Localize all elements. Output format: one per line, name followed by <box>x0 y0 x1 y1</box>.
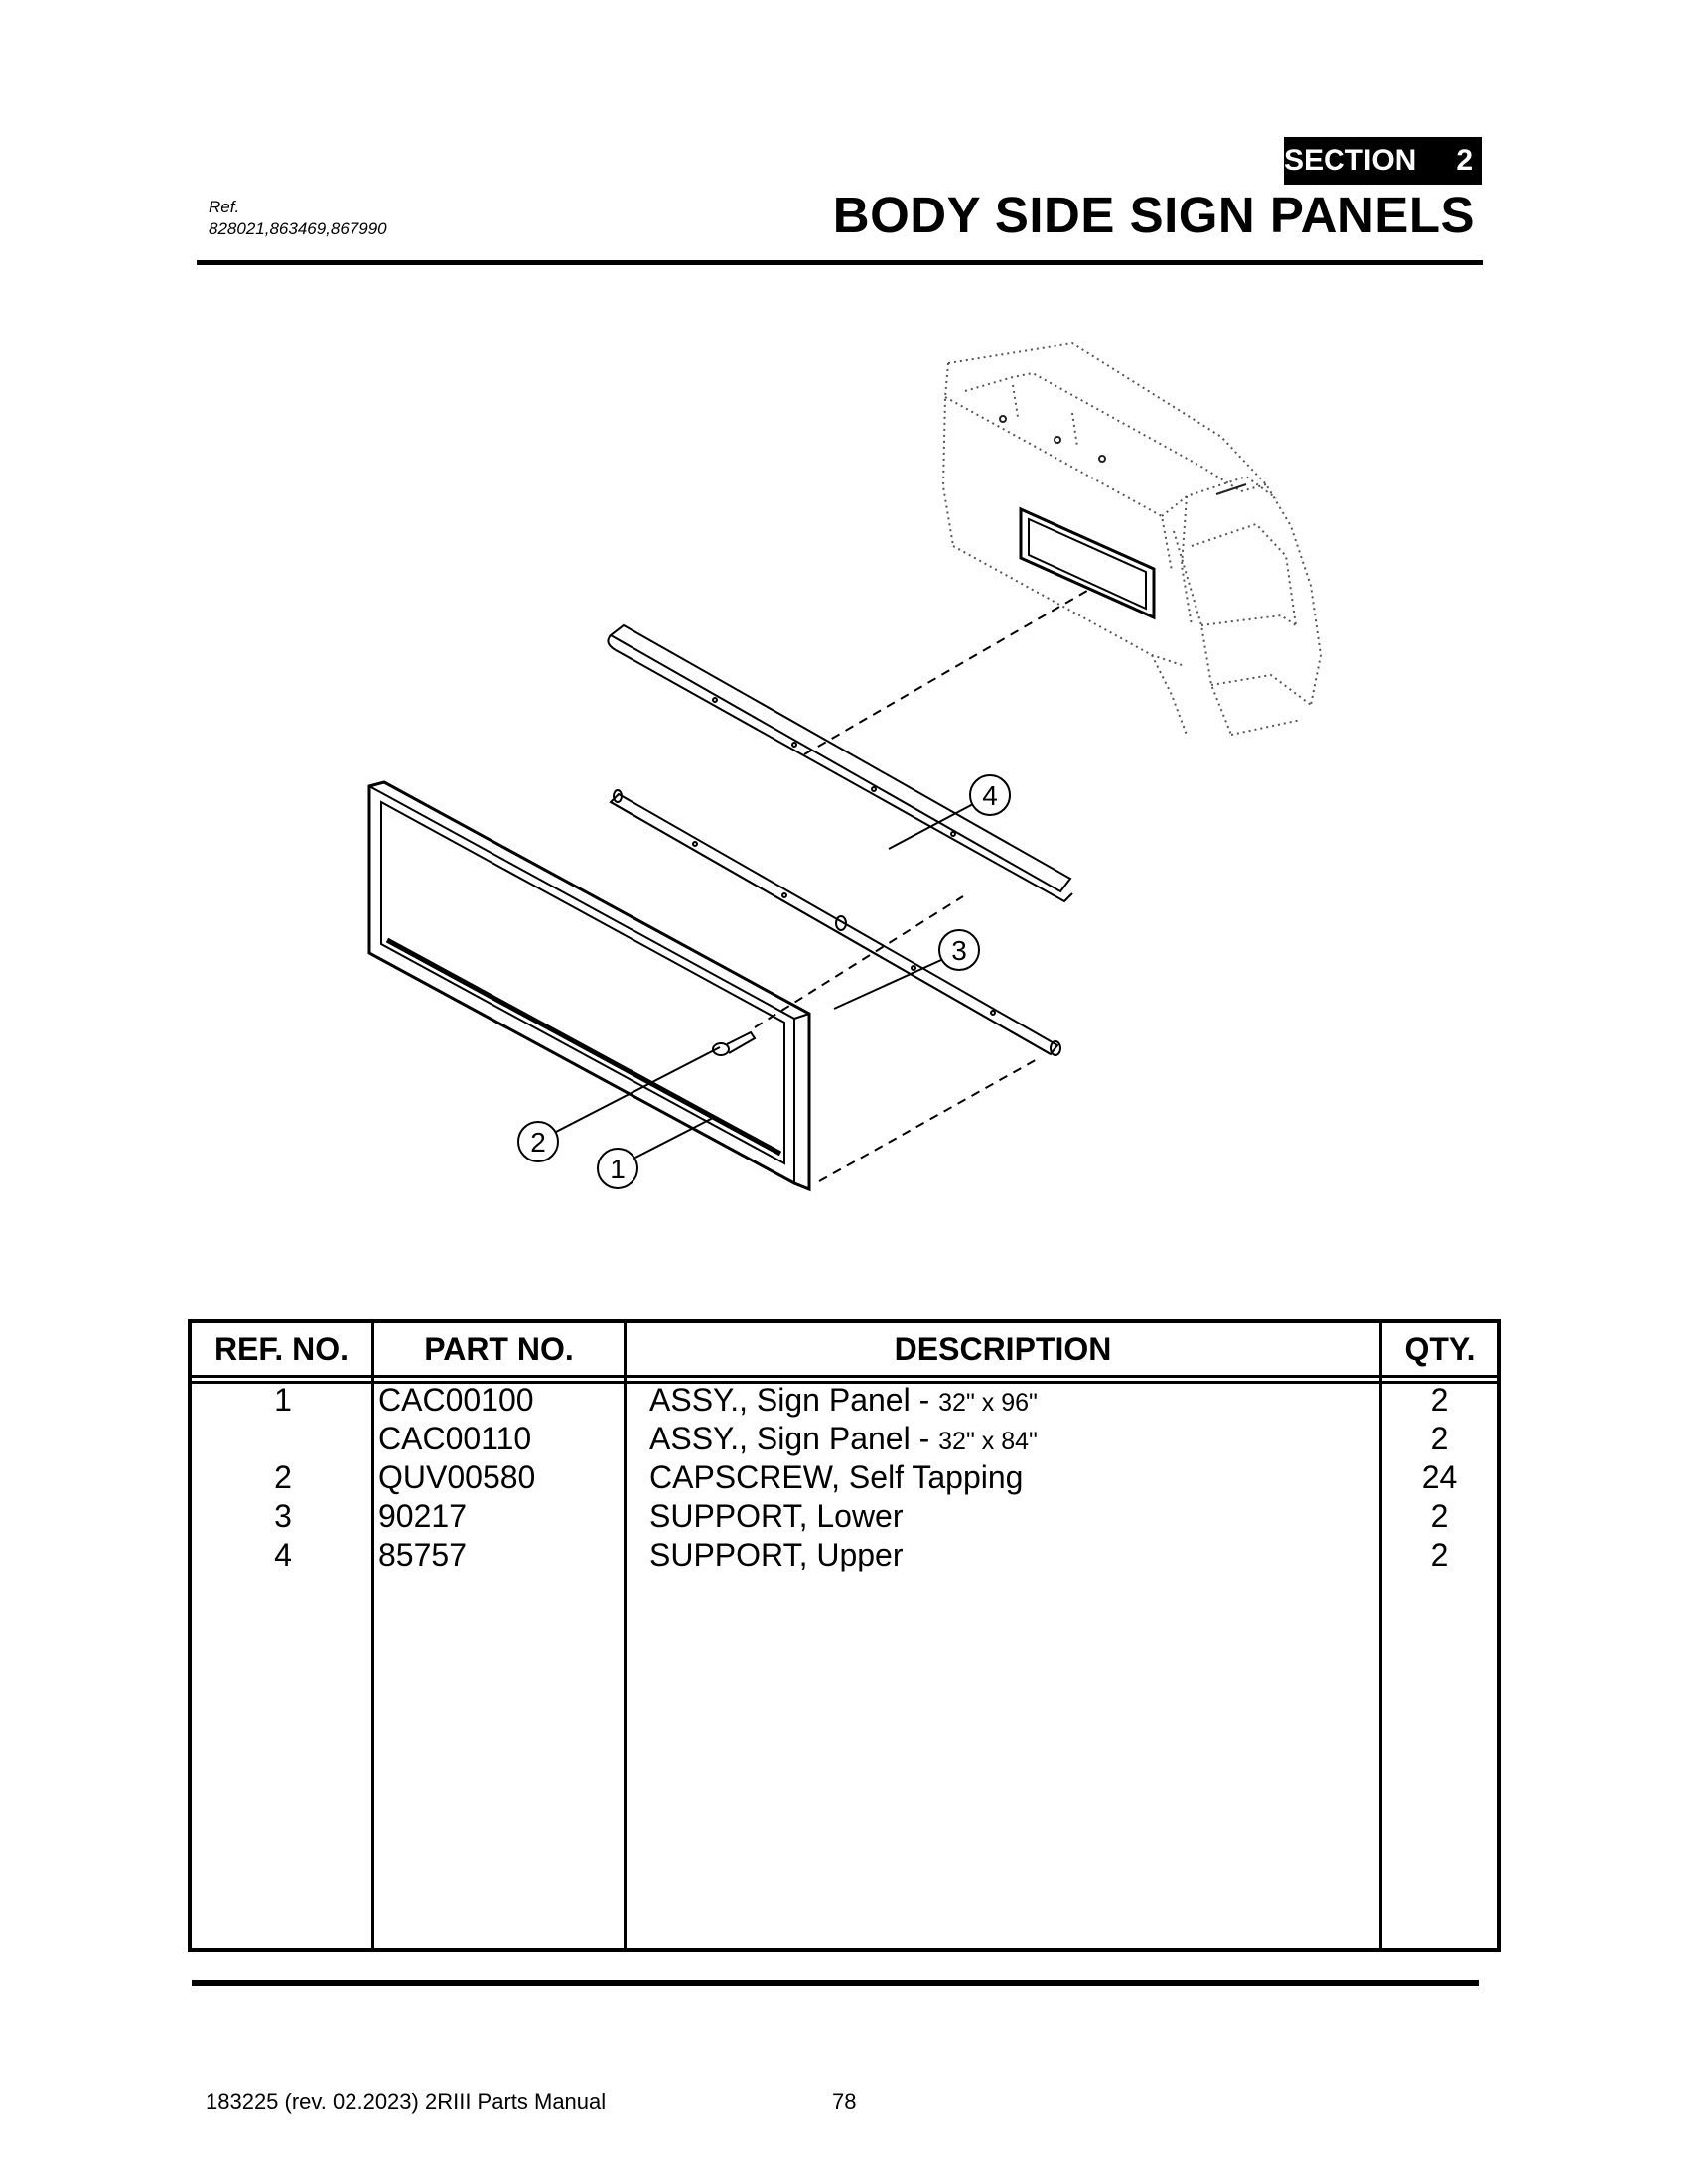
section-word: SECTION <box>1284 144 1417 177</box>
description-text: ASSY., Sign Panel - <box>649 1382 939 1418</box>
callout-4 <box>970 775 1010 815</box>
part-no-cell: CAC00100 <box>378 1382 534 1418</box>
part-no-cell: CAC00110 <box>378 1421 532 1456</box>
description-cell: CAPSCREW, Self Tapping <box>649 1459 1024 1495</box>
description-cell <box>649 1381 1038 1423</box>
page-number: 78 <box>832 2089 857 2114</box>
qty-cell: 2 <box>1430 1498 1449 1534</box>
footer-manual-info: 183225 (rev. 02.2023) 2RIII Parts Manual <box>206 2089 607 2114</box>
section-badge <box>1284 137 1482 185</box>
qty-cell: 2 <box>1430 1382 1449 1418</box>
ref-no-cell: 2 <box>274 1459 292 1495</box>
ref-no-cell: 3 <box>274 1498 292 1534</box>
page-title: BODY SIDE SIGN PANELS <box>832 187 1475 243</box>
callout-1 <box>598 1149 637 1188</box>
callout-2-label: 2 <box>530 1127 546 1158</box>
table-row <box>192 1381 1497 1420</box>
callout-3 <box>939 930 979 970</box>
callout-1-label: 1 <box>610 1154 626 1184</box>
exploded-parts-diagram <box>318 328 1410 1241</box>
table-row <box>192 1536 1497 1574</box>
capscrew <box>713 1032 755 1055</box>
section-number: 2 <box>1456 144 1473 177</box>
header-qty: QTY. <box>1404 1331 1476 1367</box>
part-no-cell: 85757 <box>378 1537 467 1572</box>
description-size: 32" x 84" <box>938 1428 1038 1455</box>
parts-table <box>188 1319 1501 1952</box>
header-divider <box>192 1375 1497 1378</box>
qty-cell: 2 <box>1430 1421 1449 1456</box>
ref-label: Ref. <box>209 198 240 216</box>
callout-3-label: 3 <box>951 935 967 966</box>
header-rule <box>197 260 1483 265</box>
header-ref-no: REF. NO. <box>213 1331 350 1367</box>
table-row <box>192 1420 1497 1458</box>
callout-4-label: 4 <box>982 780 998 811</box>
callout-2 <box>518 1122 558 1161</box>
mounted-sign-panel <box>1021 509 1154 617</box>
ref-numbers: 828021,863469,867990 <box>209 219 387 238</box>
table-row <box>192 1497 1497 1536</box>
part-no-cell: QUV00580 <box>378 1459 536 1495</box>
assembly-lines <box>755 588 1092 1181</box>
table-row <box>192 1458 1497 1497</box>
sign-panel-frame <box>369 782 809 1189</box>
lower-support <box>611 790 1060 1055</box>
description-cell: SUPPORT, Lower <box>649 1498 904 1534</box>
description-cell: SUPPORT, Upper <box>649 1537 904 1572</box>
upper-support <box>608 625 1072 901</box>
truck-body-outline <box>943 343 1321 735</box>
ref-no-cell: 4 <box>274 1537 292 1572</box>
header-description: DESCRIPTION <box>894 1331 1112 1367</box>
description-cell <box>649 1420 1038 1461</box>
header-part-no: PART NO. <box>424 1331 574 1367</box>
description-size: 32" x 96" <box>938 1389 1038 1417</box>
part-no-cell: 90217 <box>378 1498 467 1534</box>
leader-lines <box>556 804 973 1158</box>
qty-cell: 24 <box>1421 1459 1458 1495</box>
ref-no-cell: 1 <box>274 1382 292 1418</box>
ref-block <box>209 197 387 240</box>
qty-cell: 2 <box>1430 1537 1449 1572</box>
description-text: ASSY., Sign Panel - <box>649 1421 939 1456</box>
footer-rule <box>192 1980 1479 1986</box>
truck-body-details <box>1000 416 1246 494</box>
